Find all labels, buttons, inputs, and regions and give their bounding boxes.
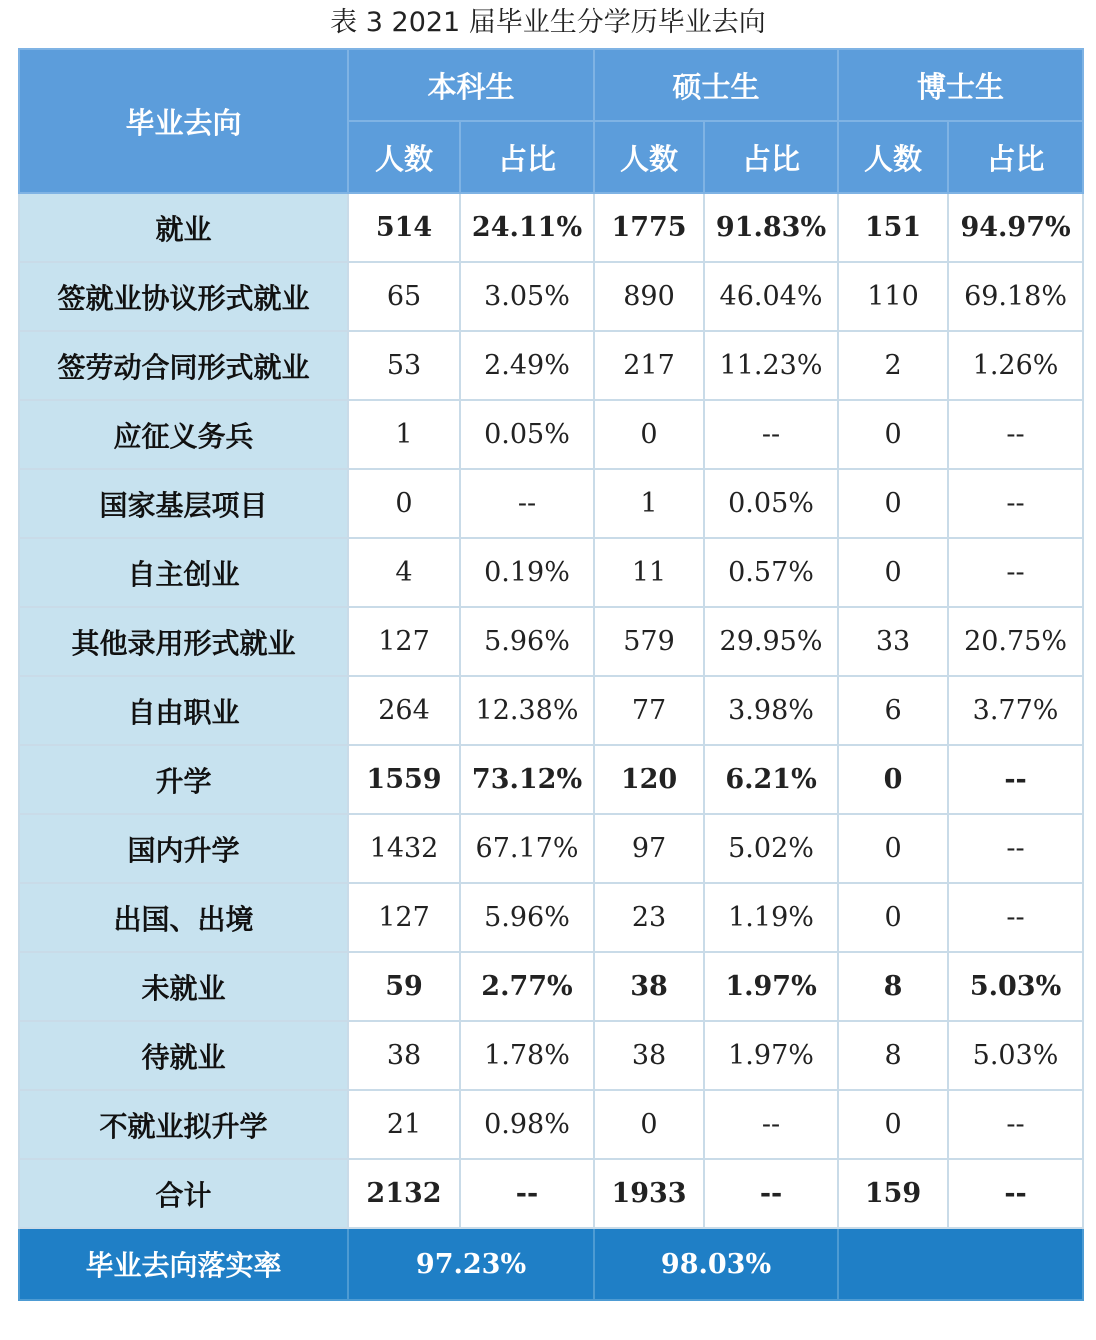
ratio-cell: 5.02% bbox=[704, 814, 838, 883]
count-cell: 2 bbox=[838, 331, 948, 400]
table-row bbox=[19, 331, 1083, 400]
row-label: 签就业协议形式就业 bbox=[19, 262, 348, 331]
ratio-cell: 20.75% bbox=[948, 607, 1083, 676]
table-body bbox=[19, 193, 1083, 1228]
table-row bbox=[19, 745, 1083, 814]
ratio-cell: 94.97% bbox=[948, 193, 1083, 262]
footer-label: 毕业去向落实率 bbox=[19, 1228, 348, 1300]
count-cell: 33 bbox=[838, 607, 948, 676]
count-cell: 0 bbox=[838, 745, 948, 814]
count-cell: 151 bbox=[838, 193, 948, 262]
ratio-cell: 6.21% bbox=[704, 745, 838, 814]
header-master: 硕士生 bbox=[594, 49, 838, 121]
header-undergraduate: 本科生 bbox=[348, 49, 594, 121]
count-cell: 53 bbox=[348, 331, 460, 400]
ratio-cell: 5.96% bbox=[460, 883, 594, 952]
table-row bbox=[19, 1021, 1083, 1090]
row-label: 升学 bbox=[19, 745, 348, 814]
ratio-cell: 1.26% bbox=[948, 331, 1083, 400]
row-label: 待就业 bbox=[19, 1021, 348, 1090]
count-cell: 0 bbox=[838, 469, 948, 538]
ratio-cell: 1.78% bbox=[460, 1021, 594, 1090]
count-cell: 1775 bbox=[594, 193, 704, 262]
count-cell: 23 bbox=[594, 883, 704, 952]
ratio-cell: 5.96% bbox=[460, 607, 594, 676]
table-caption: 表 3 2021 届毕业生分学历毕业去向 bbox=[330, 7, 766, 38]
count-cell: 4 bbox=[348, 538, 460, 607]
count-cell: 21 bbox=[348, 1090, 460, 1159]
count-cell: 0 bbox=[838, 814, 948, 883]
count-cell: 38 bbox=[348, 1021, 460, 1090]
ratio-cell: 24.11% bbox=[460, 193, 594, 262]
footer-rate-master: 98.03% bbox=[594, 1228, 838, 1300]
ratio-cell: -- bbox=[948, 400, 1083, 469]
count-cell: 38 bbox=[594, 952, 704, 1021]
ratio-cell: 69.18% bbox=[948, 262, 1083, 331]
table-row bbox=[19, 1159, 1083, 1228]
table-row bbox=[19, 1090, 1083, 1159]
row-label: 不就业拟升学 bbox=[19, 1090, 348, 1159]
footer-rate-doctoral bbox=[838, 1228, 1083, 1300]
count-cell: 127 bbox=[348, 883, 460, 952]
header-doctoral: 博士生 bbox=[838, 49, 1083, 121]
table-row bbox=[19, 538, 1083, 607]
ratio-cell: 3.77% bbox=[948, 676, 1083, 745]
row-label: 签劳动合同形式就业 bbox=[19, 331, 348, 400]
count-cell: 0 bbox=[594, 1090, 704, 1159]
count-cell: 38 bbox=[594, 1021, 704, 1090]
ratio-cell: -- bbox=[948, 883, 1083, 952]
header-destination: 毕业去向 bbox=[19, 49, 348, 193]
count-cell: 8 bbox=[838, 952, 948, 1021]
row-label: 应征义务兵 bbox=[19, 400, 348, 469]
subheader-count: 人数 bbox=[838, 121, 948, 193]
table-row bbox=[19, 883, 1083, 952]
row-label: 国内升学 bbox=[19, 814, 348, 883]
ratio-cell: -- bbox=[948, 1159, 1083, 1228]
count-cell: 127 bbox=[348, 607, 460, 676]
ratio-cell: 2.77% bbox=[460, 952, 594, 1021]
footer-rate-undergraduate: 97.23% bbox=[348, 1228, 594, 1300]
count-cell: 0 bbox=[348, 469, 460, 538]
count-cell: 0 bbox=[838, 400, 948, 469]
subheader-ratio: 占比 bbox=[704, 121, 838, 193]
count-cell: 6 bbox=[838, 676, 948, 745]
subheader-count: 人数 bbox=[594, 121, 704, 193]
ratio-cell: -- bbox=[948, 745, 1083, 814]
count-cell: 1432 bbox=[348, 814, 460, 883]
ratio-cell: 0.05% bbox=[704, 469, 838, 538]
count-cell: 579 bbox=[594, 607, 704, 676]
count-cell: 11 bbox=[594, 538, 704, 607]
ratio-cell: 29.95% bbox=[704, 607, 838, 676]
ratio-cell: -- bbox=[704, 1090, 838, 1159]
row-label: 未就业 bbox=[19, 952, 348, 1021]
ratio-cell: 0.98% bbox=[460, 1090, 594, 1159]
ratio-cell: 67.17% bbox=[460, 814, 594, 883]
ratio-cell: 73.12% bbox=[460, 745, 594, 814]
ratio-cell: 1.97% bbox=[704, 952, 838, 1021]
ratio-cell: -- bbox=[948, 538, 1083, 607]
row-label: 国家基层项目 bbox=[19, 469, 348, 538]
row-label: 出国、出境 bbox=[19, 883, 348, 952]
ratio-cell: -- bbox=[948, 1090, 1083, 1159]
count-cell: 120 bbox=[594, 745, 704, 814]
count-cell: 59 bbox=[348, 952, 460, 1021]
table-row bbox=[19, 607, 1083, 676]
ratio-cell: 11.23% bbox=[704, 331, 838, 400]
count-cell: 65 bbox=[348, 262, 460, 331]
count-cell: 1559 bbox=[348, 745, 460, 814]
ratio-cell: -- bbox=[948, 469, 1083, 538]
ratio-cell: 2.49% bbox=[460, 331, 594, 400]
count-cell: 1 bbox=[594, 469, 704, 538]
count-cell: 0 bbox=[838, 1090, 948, 1159]
count-cell: 110 bbox=[838, 262, 948, 331]
table-row bbox=[19, 952, 1083, 1021]
count-cell: 0 bbox=[838, 538, 948, 607]
count-cell: 890 bbox=[594, 262, 704, 331]
ratio-cell: 1.97% bbox=[704, 1021, 838, 1090]
ratio-cell: 0.19% bbox=[460, 538, 594, 607]
row-label: 其他录用形式就业 bbox=[19, 607, 348, 676]
ratio-cell: -- bbox=[460, 469, 594, 538]
ratio-cell: 5.03% bbox=[948, 952, 1083, 1021]
ratio-cell: 5.03% bbox=[948, 1021, 1083, 1090]
table-row bbox=[19, 193, 1083, 262]
row-label: 就业 bbox=[19, 193, 348, 262]
count-cell: 8 bbox=[838, 1021, 948, 1090]
count-cell: 0 bbox=[594, 400, 704, 469]
ratio-cell: 1.19% bbox=[704, 883, 838, 952]
subheader-ratio: 占比 bbox=[948, 121, 1083, 193]
count-cell: 97 bbox=[594, 814, 704, 883]
count-cell: 77 bbox=[594, 676, 704, 745]
ratio-cell: 0.05% bbox=[460, 400, 594, 469]
count-cell: 1 bbox=[348, 400, 460, 469]
row-label: 合计 bbox=[19, 1159, 348, 1228]
count-cell: 2132 bbox=[348, 1159, 460, 1228]
ratio-cell: 3.05% bbox=[460, 262, 594, 331]
table-row bbox=[19, 469, 1083, 538]
ratio-cell: -- bbox=[460, 1159, 594, 1228]
count-cell: 514 bbox=[348, 193, 460, 262]
count-cell: 0 bbox=[838, 883, 948, 952]
subheader-ratio: 占比 bbox=[460, 121, 594, 193]
count-cell: 159 bbox=[838, 1159, 948, 1228]
ratio-cell: 3.98% bbox=[704, 676, 838, 745]
count-cell: 264 bbox=[348, 676, 460, 745]
ratio-cell: -- bbox=[948, 814, 1083, 883]
ratio-cell: 0.57% bbox=[704, 538, 838, 607]
count-cell: 1933 bbox=[594, 1159, 704, 1228]
table-row bbox=[19, 676, 1083, 745]
graduation-destination-table bbox=[18, 48, 1084, 1301]
ratio-cell: 91.83% bbox=[704, 193, 838, 262]
table-row bbox=[19, 814, 1083, 883]
footer-row bbox=[19, 1228, 1083, 1300]
ratio-cell: -- bbox=[704, 400, 838, 469]
row-label: 自主创业 bbox=[19, 538, 348, 607]
ratio-cell: -- bbox=[704, 1159, 838, 1228]
table-row bbox=[19, 262, 1083, 331]
table-row bbox=[19, 400, 1083, 469]
ratio-cell: 12.38% bbox=[460, 676, 594, 745]
ratio-cell: 46.04% bbox=[704, 262, 838, 331]
count-cell: 217 bbox=[594, 331, 704, 400]
subheader-count: 人数 bbox=[348, 121, 460, 193]
row-label: 自由职业 bbox=[19, 676, 348, 745]
